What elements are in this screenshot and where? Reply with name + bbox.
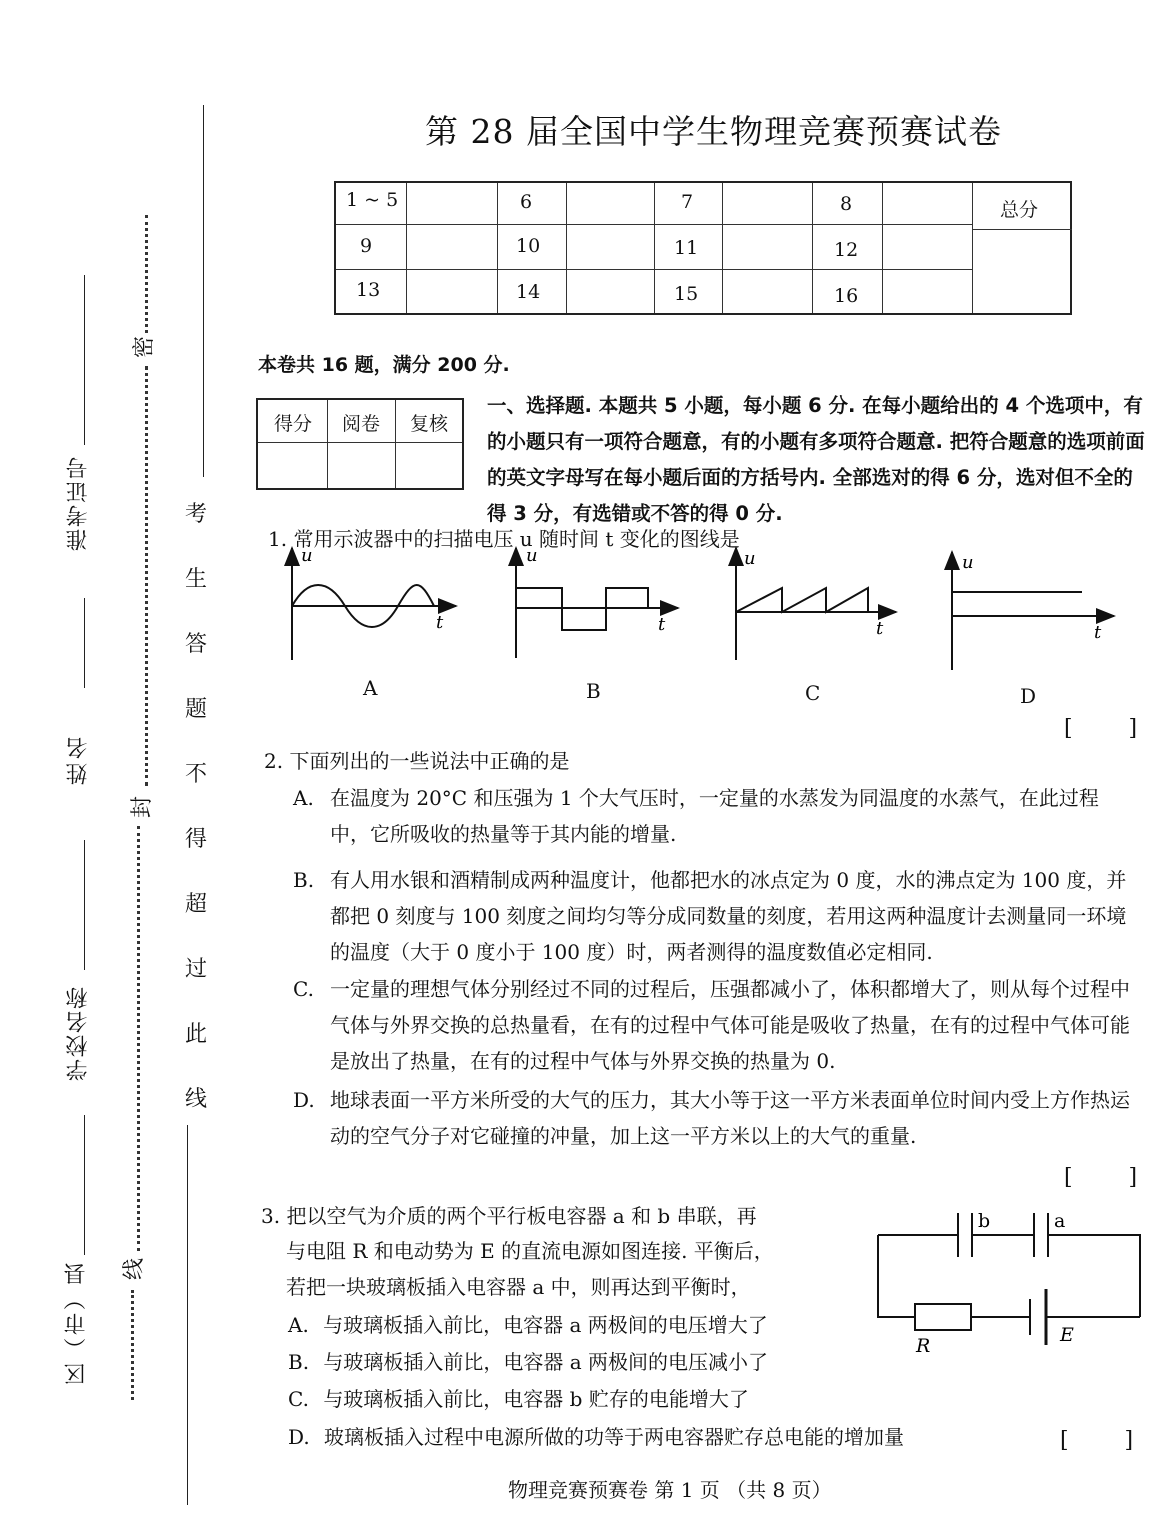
- seal-dotted-line-3: [137, 826, 140, 1251]
- score-label: 11: [674, 237, 699, 259]
- score-table-col-line: [497, 183, 498, 313]
- question-3-option-c: [288, 1382, 749, 1416]
- option-text: 与玻璃板插入前比，电容器 b 贮存的电能增大了: [323, 1387, 749, 1411]
- notice-char: 过: [184, 957, 207, 982]
- score-label: 1 ~ 5: [346, 189, 399, 211]
- option-key: C.: [293, 977, 314, 1001]
- score-label: 8: [840, 193, 853, 215]
- candidate-id-label: 准考证号: [66, 455, 91, 551]
- question-1-graphs: [270, 540, 1150, 690]
- question-3-stem-line-3: 若把一块玻璃板插入电容器 a 中，则再达到平衡时，: [286, 1275, 751, 1299]
- notice-line-top: [203, 105, 204, 477]
- option-text: 一定量的理想气体分别经过不同的过程后，压强都减小了，体积都增大了，则从每个过程中气体与外界交换的总热量看，在有的过程中气体可能是吸收了热量，在有的过程中气体可能是放出了热量，在有的过程中气体与外界交换的热量为 0.: [330, 977, 1130, 1073]
- question-2-option-b: [293, 862, 1143, 970]
- option-key: D.: [293, 1088, 315, 1112]
- option-key: B.: [293, 868, 315, 892]
- grader-recheck-label: 复核: [409, 413, 448, 435]
- question-2-stem: 2. 下面列出的一些说法中正确的是: [264, 749, 570, 773]
- score-table-col-line: [722, 183, 723, 313]
- graph-label-d: D: [1020, 684, 1037, 708]
- score-label: 12: [834, 239, 859, 261]
- name-label: 姓名: [66, 733, 91, 785]
- school-write-line[interactable]: [84, 1115, 85, 1255]
- circuit-label-a: a: [1054, 1210, 1066, 1232]
- question-2-option-a: [293, 780, 1143, 852]
- school-label: 学校名称: [66, 985, 91, 1081]
- page-footer: 物理竞赛预赛卷 第 1 页 （共 8 页）: [508, 1478, 832, 1502]
- option-text: 玻璃板插入过程中电源所做的功等于两电容器贮存总电能的增加量: [324, 1425, 905, 1449]
- question-3-circuit: [870, 1195, 1150, 1360]
- seal-dotted-line-4: [131, 1290, 134, 1400]
- score-table-col-line: [406, 183, 407, 313]
- section-instructions: 一、选择题. 本题共 5 小题，每小题 6 分. 在每小题给出的 4 个选项中，有的小题只有一项符合题意，有的小题有多项符合题意. 把符合题意的选项前面的英文字母写在每小题后面的方括号内. 全部选对的得 6 分，选对但不全的得 3 分，有选错或不答的得 0 分.: [487, 394, 1145, 525]
- answer-bracket-q1[interactable]: [ ]: [1064, 716, 1138, 741]
- notice-char: 此: [184, 1022, 207, 1047]
- notice-char: 线: [184, 1087, 207, 1112]
- name-write-line[interactable]: [84, 840, 85, 970]
- score-label: 14: [516, 281, 541, 303]
- answer-bracket-q2[interactable]: [ ]: [1064, 1165, 1138, 1190]
- option-text: 地球表面一平方米所受的大气的压力，其大小等于这一平方米表面单位时间内受上方作热运动的空气分子对它碰撞的冲量，加上这一平方米以上的大气的重量.: [330, 1088, 1130, 1148]
- score-label: 13: [356, 279, 381, 301]
- seal-dotted-line-2: [145, 366, 148, 786]
- grader-row-line: [258, 442, 462, 443]
- grader-review-label: 阅卷: [341, 413, 380, 435]
- notice-char: 不: [184, 762, 207, 787]
- graph-c-axis-t: t: [876, 618, 884, 639]
- graph-b-axis-u: u: [526, 545, 538, 566]
- graph-label-c: C: [805, 681, 821, 705]
- total-score-label: 总分: [1000, 199, 1039, 221]
- score-table-col-line: [654, 183, 655, 313]
- option-key: A.: [288, 1313, 309, 1337]
- score-label: 16: [834, 285, 859, 307]
- score-label: 6: [520, 191, 533, 213]
- option-text: 有人用水银和酒精制成两种温度计，他都把水的冰点定为 0 度，水的沸点定为 100 度，并都把 0 刻度与 100 刻度之间均匀等分成同数量的刻度，若用这两种温度计去测量同一环境的温度（大于 0 度小于 100 度）时，两者测得的温度数值必定相同.: [330, 868, 1127, 964]
- question-3-option-d: [288, 1420, 904, 1454]
- score-table-col-line: [566, 183, 567, 313]
- candidate-id-write-line-2: [84, 598, 85, 688]
- grader-box: [256, 398, 464, 490]
- score-table-col-line: [972, 183, 973, 313]
- question-3-stem-line-2: 与电阻 R 和电动势为 E 的直流电源如图连接. 平衡后，: [286, 1239, 774, 1263]
- score-table-col-line: [882, 183, 883, 313]
- graph-a-axis-u: u: [301, 545, 313, 566]
- circuit-label-b: b: [978, 1210, 991, 1232]
- circuit-label-r: R: [916, 1335, 931, 1357]
- graph-b: [516, 545, 678, 658]
- option-key: C.: [288, 1387, 309, 1411]
- score-label: 9: [360, 235, 373, 257]
- notice-char: 答: [184, 632, 207, 657]
- score-label: 7: [681, 191, 694, 213]
- graph-d-axis-t: t: [1094, 622, 1102, 643]
- grader-score-label: 得分: [273, 413, 312, 435]
- option-text: 与玻璃板插入前比，电容器 a 两极间的电压减小了: [323, 1350, 769, 1374]
- option-key: A.: [293, 786, 314, 810]
- seal-char-xian: 线: [122, 1257, 148, 1281]
- notice-line-bottom: [187, 1125, 188, 1505]
- candidate-id-write-line[interactable]: [84, 275, 85, 445]
- question-3-option-b: [288, 1345, 768, 1379]
- graph-d-axis-u: u: [962, 552, 974, 573]
- question-3-stem-line-1: 3. 把以空气为介质的两个平行板电容器 a 和 b 串联，再: [261, 1204, 757, 1228]
- option-key: B.: [288, 1350, 310, 1374]
- graph-c-axis-u: u: [744, 548, 756, 569]
- graph-label-b: B: [586, 679, 601, 703]
- notice-char: 题: [184, 697, 207, 722]
- exam-title: 第 28 届全国中学生物理竞赛预赛试卷: [425, 112, 1002, 151]
- notice-char: 生: [184, 567, 207, 592]
- seal-char-mi: 密: [132, 335, 158, 359]
- score-label: 15: [674, 283, 699, 305]
- option-text: 与玻璃板插入前比，电容器 a 两极间的电压增大了: [323, 1313, 768, 1337]
- question-2-option-d: [293, 1082, 1143, 1154]
- score-table-total-line: [972, 229, 1072, 230]
- graph-label-a: A: [363, 676, 378, 700]
- question-1-stem: 1. 常用示波器中的扫描电压 u 随时间 t 变化的图线是: [268, 527, 740, 551]
- option-text: 在温度为 20°C 和压强为 1 个大气压时，一定量的水蒸发为同温度的水蒸气，在此过程中，它所吸收的热量等于其内能的增量.: [330, 786, 1099, 846]
- graph-c: [736, 548, 896, 660]
- answer-bracket-q3[interactable]: [ ]: [1060, 1428, 1134, 1453]
- graph-d: [952, 552, 1114, 670]
- seal-dotted-line-1: [145, 215, 148, 333]
- notice-char: 考: [184, 502, 207, 527]
- question-2-option-c: [293, 971, 1143, 1079]
- question-3-option-a: [288, 1308, 768, 1342]
- circuit-label-e: E: [1060, 1324, 1074, 1346]
- graph-b-axis-t: t: [658, 614, 666, 635]
- option-key: D.: [288, 1425, 310, 1449]
- notice-char: 得: [184, 827, 207, 852]
- score-table-col-line: [812, 183, 813, 313]
- district-label: 区（市）县: [64, 1260, 89, 1385]
- graph-a: [292, 545, 456, 660]
- paper-summary: 本卷共 16 题，满分 200 分.: [258, 354, 510, 376]
- notice-char: 超: [184, 892, 207, 917]
- graph-a-axis-t: t: [436, 612, 444, 633]
- seal-char-feng: 封: [130, 795, 156, 819]
- score-label: 10: [516, 235, 541, 257]
- score-table: [334, 181, 1072, 315]
